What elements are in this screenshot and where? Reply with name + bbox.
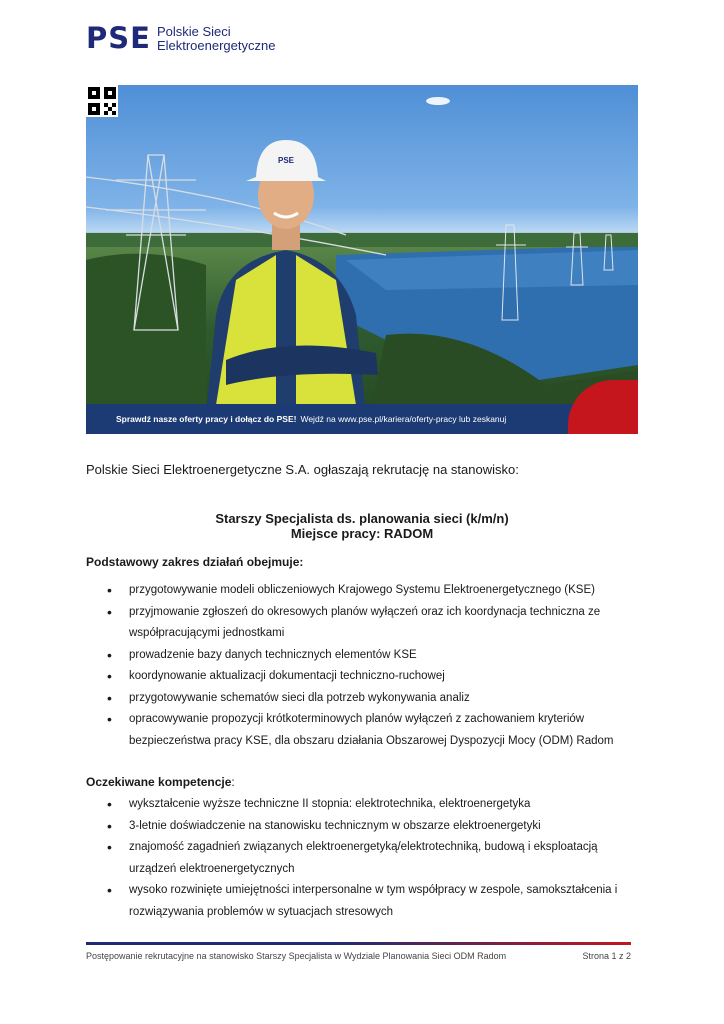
intro-text: Polskie Sieci Elektroenergetyczne S.A. ogłaszają rekrutację na stanowisko: <box>86 462 519 477</box>
list-item: • 3-letnie doświadczenie na stanowisku technicznym w obszarze elektroenergetyki <box>86 816 638 838</box>
list-item: • koordynowanie aktualizacji dokumentacji techniczno-ruchowej <box>86 666 638 688</box>
competences-heading-text: Oczekiwane kompetencje <box>86 775 232 789</box>
qr-code-icon <box>86 85 118 117</box>
list-item: • przyjmowanie zgłoszeń do okresowych planów wyłączeń oraz ich koordynacja techniczna ze współpracującymi jednostkami <box>86 602 638 645</box>
footer-description: Postępowanie rekrutacyjne na stanowisko Starszy Specjalista w Wydziale Planowania Sieci ODM Radom <box>86 951 507 961</box>
page-footer <box>86 951 631 961</box>
footer-divider <box>86 942 631 945</box>
list-item: • przygotowywanie modeli obliczeniowych Krajowego Systemu Elektroenergetycznego (KSE) <box>86 580 638 602</box>
competences-heading <box>86 775 235 789</box>
logo-wordmark <box>157 25 276 53</box>
list-item: • przygotowywanie schematów sieci dla potrzeb wykonywania analiz <box>86 688 638 710</box>
list-item: • wysoko rozwinięte umiejętności interpersonalne w tym współpracy w zespole, samokształcenia i rozwiązywania problemów w sytuacjach stresowych <box>86 880 638 923</box>
logo-line-2: Elektroenergetyczne <box>156 37 276 53</box>
position-title-block <box>86 511 638 541</box>
helmet-logo-text: PSE <box>278 156 295 165</box>
banner-cta-text: Wejdź na www.pse.pl/kariera/oferty-pracy lub zeskanuj <box>300 414 507 424</box>
banner-cta-bar <box>86 404 638 434</box>
duties-heading: Podstawowy zakres działań obejmuje: <box>86 555 304 569</box>
list-item: • prowadzenie bazy danych technicznych elementów KSE <box>86 645 638 667</box>
recruitment-banner-image <box>86 85 638 434</box>
work-location: Miejsce pracy: RADOM <box>290 526 434 541</box>
duties-list <box>86 580 638 752</box>
list-item: • opracowywanie propozycji krótkoterminowych planów wyłączeń z zachowaniem kryteriów bezpieczeństwa pracy KSE, dla obszaru działania Obszarowej Dyspozycji Mocy (ODM) Radom <box>86 709 638 752</box>
competences-list <box>86 794 638 923</box>
pse-logo <box>86 21 276 55</box>
list-item: • wykształcenie wyższe techniczne II stopnia: elektrotechnika, elektroenergetyka <box>86 794 638 816</box>
logo-mark: PSE <box>86 21 151 55</box>
list-item: • znajomość zagadnień związanych elektroenergetyką/elektrotechniką, budową i eksploatacją urządzeń elektroenergetycznych <box>86 837 638 880</box>
banner-cta-bold: Sprawdź nasze oferty pracy i dołącz do PSE! <box>116 414 297 424</box>
logo-line-1: Polskie Sieci <box>156 23 231 39</box>
page-number: Strona 1 z 2 <box>582 951 631 961</box>
position-title: Starszy Specjalista ds. planowania sieci (k/m/n) <box>215 511 509 526</box>
competences-heading-colon: : <box>231 775 235 789</box>
banner-illustration <box>86 85 638 434</box>
